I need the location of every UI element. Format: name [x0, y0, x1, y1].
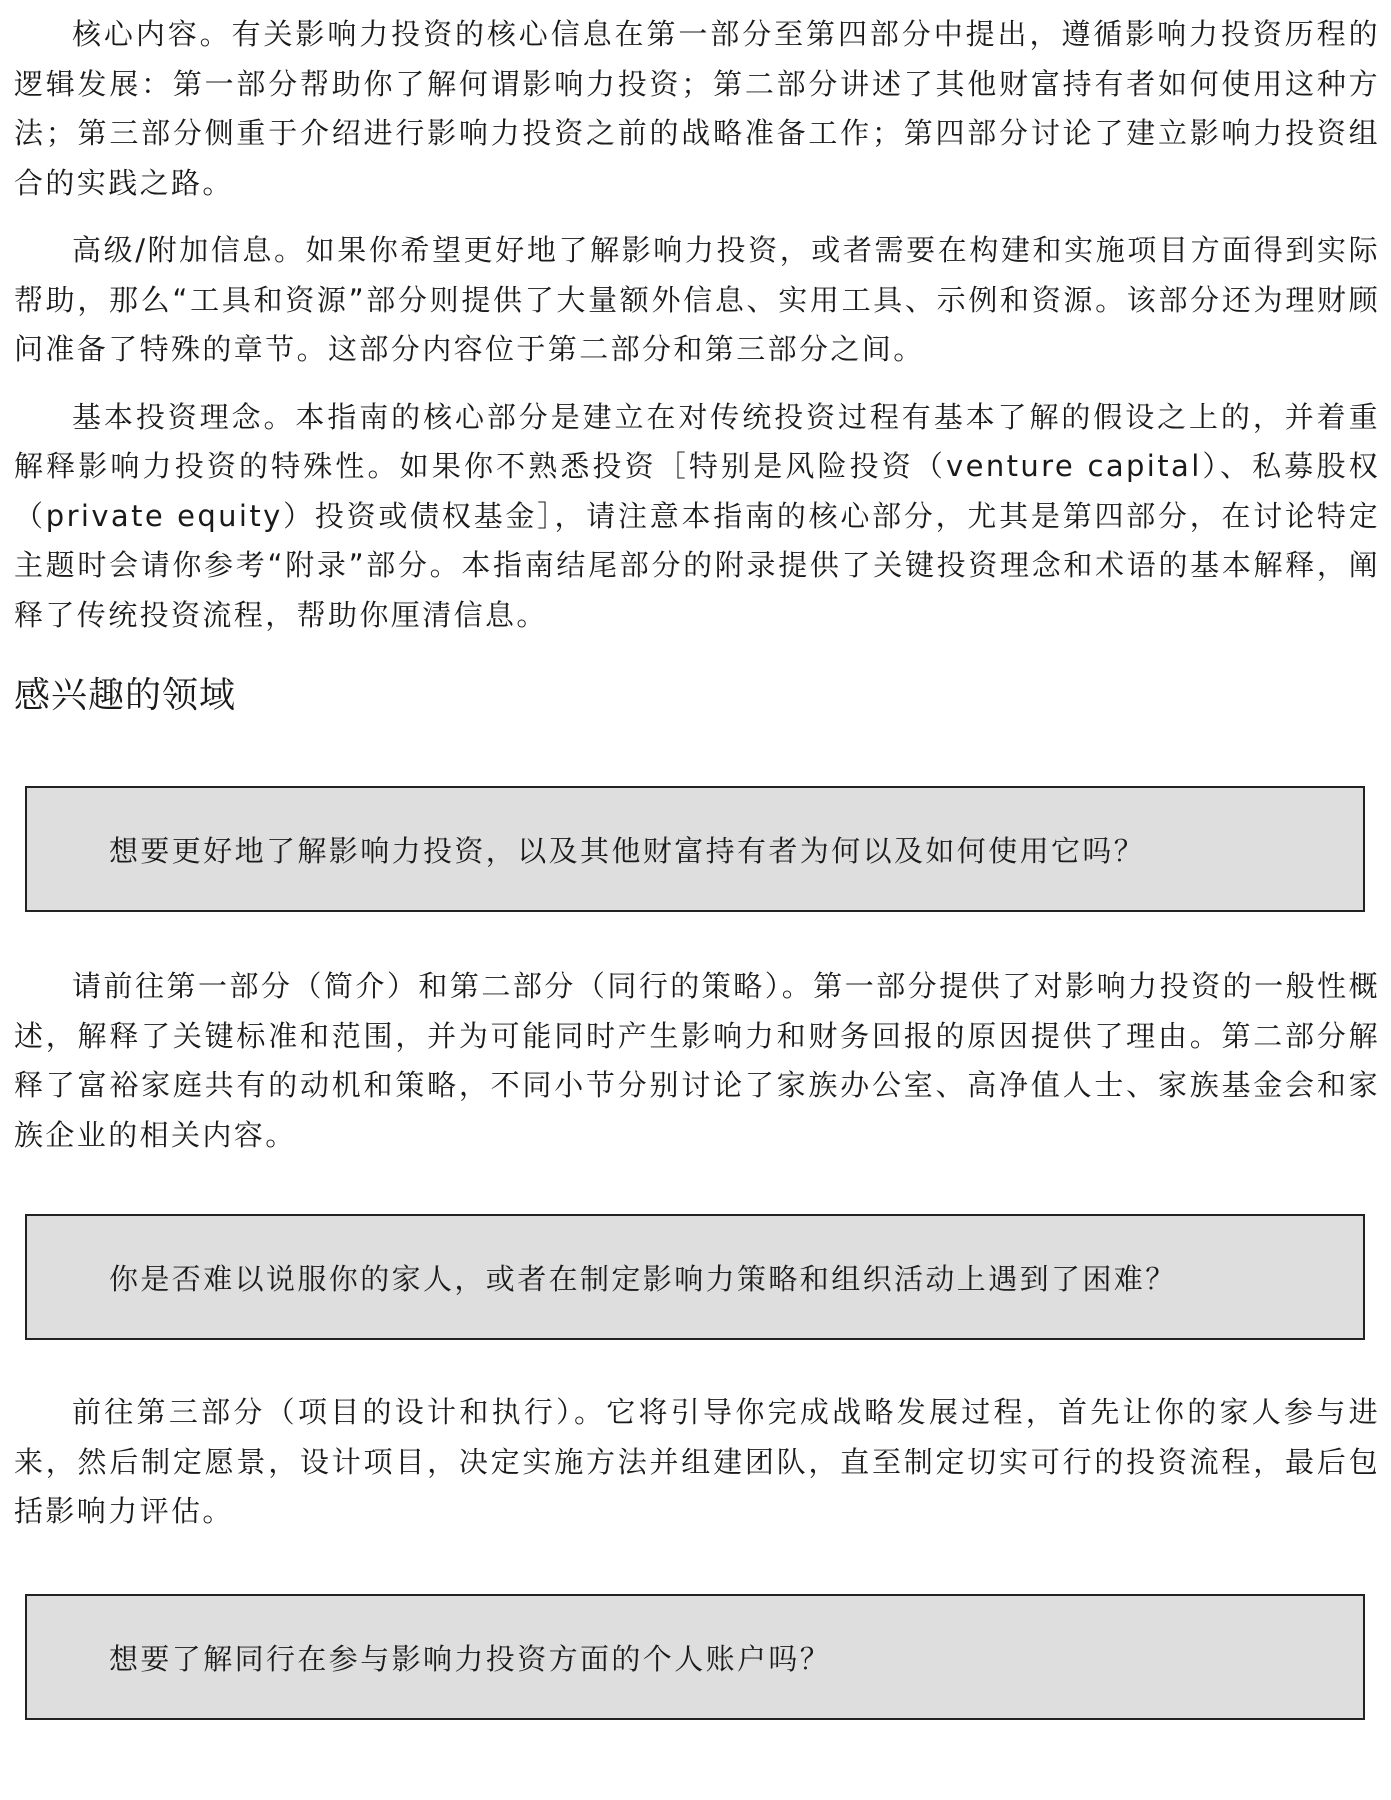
section-heading: 感兴趣的领域	[14, 675, 237, 716]
paragraph-advanced-info: 高级/附加信息。如果你希望更好地了解影响力投资，或者需要在构建和实施项目方面得到实际帮助，那么“工具和资源”部分则提供了大量额外信息、实用工具、示例和资源。该部分还为理财顾问准备了特殊的章节。这部分内容位于第二部分和第三部分之间。	[14, 233, 1380, 366]
callout-question: 想要了解同行在参与影响力投资方面的个人账户吗？	[109, 1641, 832, 1676]
paragraph-basic-concepts: 基本投资理念。本指南的核心部分是建立在对传统投资过程有基本了解的假设之上的，并着重解释影响力投资的特殊性。如果你不熟悉投资［特别是风险投资（venture capital）、私募股权（private equity）投资或债权基金］，请注意本指南的核心部分，尤其是第四部分，在讨论特定主题时会请你参考“附录”部分。本指南结尾部分的附录提供了关键投资理念和术语的基本解释，阐释了传统投资流程，帮助你厘清信息。	[14, 399, 1380, 632]
callout-box	[25, 1214, 1365, 1340]
answer-paragraph: 请前往第一部分（简介）和第二部分（同行的策略）。第一部分提供了对影响力投资的一般性概述，解释了关键标准和范围，并为可能同时产生影响力和财务回报的原因提供了理由。第二部分解释了富裕家庭共有的动机和策略，不同小节分别讨论了家族办公室、高净值人士、家族基金会和家族企业的相关内容。	[14, 969, 1380, 1152]
answer-block	[14, 962, 1380, 1160]
callout-box	[25, 786, 1365, 912]
callout-question: 想要更好地了解影响力投资，以及其他财富持有者为何以及如何使用它吗？	[109, 833, 1146, 868]
callout-question: 你是否难以说服你的家人，或者在制定影响力策略和组织活动上遇到了困难？	[109, 1261, 1177, 1296]
answer-paragraph: 前往第三部分（项目的设计和执行）。它将引导你完成战略发展过程，首先让你的家人参与进来，然后制定愿景，设计项目，决定实施方法并组建团队，直至制定切实可行的投资流程，最后包括影响力评估。	[14, 1395, 1380, 1528]
paragraph-core-content: 核心内容。有关影响力投资的核心信息在第一部分至第四部分中提出，遵循影响力投资历程的逻辑发展：第一部分帮助你了解何谓影响力投资；第二部分讲述了其他财富持有者如何使用这种方法；第三部分侧重于介绍进行影响力投资之前的战略准备工作；第四部分讨论了建立影响力投资组合的实践之路。	[14, 17, 1380, 200]
document-page	[14, 0, 1380, 726]
answer-block	[14, 1388, 1380, 1537]
callout-box	[25, 1594, 1365, 1720]
